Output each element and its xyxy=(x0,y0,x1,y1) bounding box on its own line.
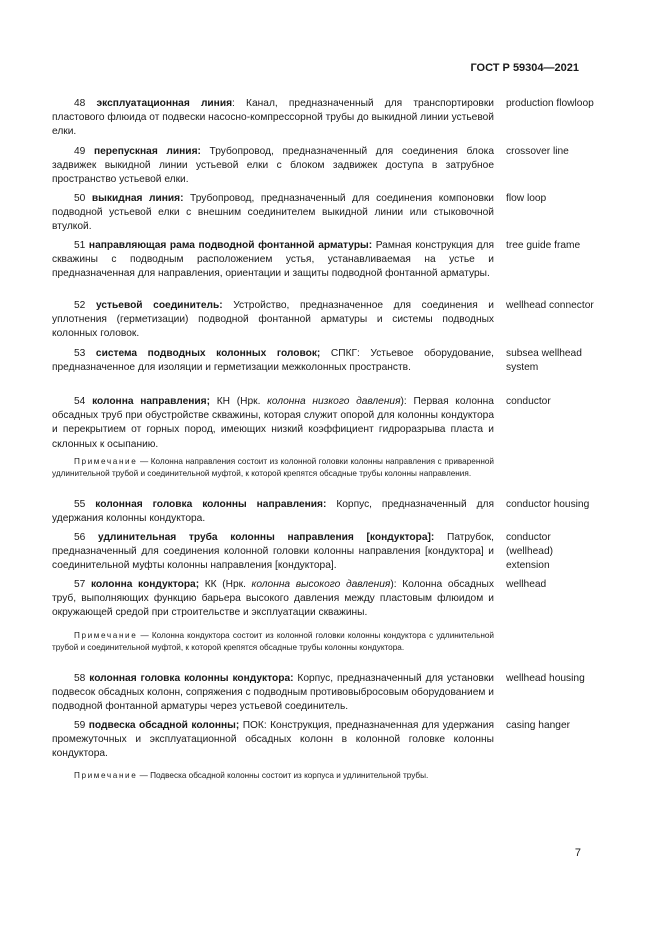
definition-text: 50 выкидная линия: Трубопровод, предназначенный для соединения компоновки подводной устьевой елки с внешним соединителем выкидной линии или стыковочной втулкой. xyxy=(52,193,494,233)
term-en: wellhead xyxy=(506,579,547,590)
definition-entry xyxy=(52,719,598,762)
definition-entry xyxy=(52,239,598,282)
term-en: subsea wellhead system xyxy=(506,348,582,374)
term-ru: перепускная линия: xyxy=(93,146,201,157)
definition-entry xyxy=(52,498,598,526)
term-ru: колонна направления; xyxy=(92,396,210,407)
note-label: Примечание xyxy=(74,631,138,640)
deprecated-term: колонна высокого давления xyxy=(251,579,391,590)
entry-number: 52 xyxy=(74,300,86,311)
term-en: conductor (wellhead) extension xyxy=(506,532,553,572)
definition-entry xyxy=(52,145,598,188)
definition-text: 53 система подводных колонных головок; СПКГ: Устьевое оборудование, предназначенное для изоляции и герметизации межколонных пространств. xyxy=(52,348,494,374)
term-en: tree guide frame xyxy=(506,240,581,251)
term-ru: устьевой соединитель: xyxy=(95,300,223,311)
entry-number: 59 xyxy=(74,720,86,731)
definition-text: 51 направляющая рама подводной фонтанной арматуры: Рамная конструкция для скважины с подводным расположением устья, устанавливаемая на устье и предназначенная для направления, ориентации и защиты подводной фонтанной арматуры. xyxy=(52,240,494,280)
entry-number: 54 xyxy=(74,396,86,407)
definition-text: 49 перепускная линия: Трубопровод, предназначенный для соединения блока задвижек выкидной линии устьевой елки с блоком задвижек доступа в затрубное пространство устьевой елки. xyxy=(52,146,494,186)
deprecated-term: колонна низкого давления xyxy=(267,396,401,407)
term-ru: направляющая рама подводной фонтанной арматуры: xyxy=(88,240,373,251)
term-ru: эксплуатационная линия xyxy=(96,98,233,109)
definition-text: 55 колонная головка колонны направления: Корпус, предназначенный для удержания колонны кондуктора. xyxy=(52,499,494,525)
term-en: wellhead connector xyxy=(506,300,594,311)
note: Примечание — Колонна кондуктора состоит из колонной головки колонны кондуктора с удлинительной трубой и соединительной муфтой, к которой крепятся обсадные трубы колонны кондуктора. xyxy=(52,631,494,652)
term-en: conductor housing xyxy=(506,499,590,510)
term-ru: колонна кондуктора; xyxy=(90,579,200,590)
definition-entry xyxy=(52,347,598,375)
term-ru: удлинительная труба колонны направления [кондуктора]: xyxy=(98,532,435,543)
entry-number: 49 xyxy=(74,146,86,157)
term-ru: выкидная линия: xyxy=(91,193,184,204)
definition-text: 57 колонна кондуктора; КК (Нрк. колонна высокого давления): Колонна обсадных труб, выполняющих функцию барьера высокого давления между пластовым флюидом и окружающей средой при строительстве и эксплуатации скважины. xyxy=(52,579,494,619)
definition-entry xyxy=(52,299,598,342)
definition-text: 58 колонная головка колонны кондуктора: Корпус, предназначенный для установки подвесок обсадных колонн, сопряжения с подводным противовыбросовым оборудованием и подводной фонтанной арматуры через устьевой соединитель. xyxy=(52,673,494,713)
definition-text: 59 подвеска обсадной колонны; ПОК: Конструкция, предназначенная для удержания промежуточных и эксплуатационной обсадных колонн в колонной головке колонны кондуктора. xyxy=(52,720,494,760)
entry-number: 55 xyxy=(74,499,86,510)
note: Примечание — Колонна направления состоит из колонной головки колонны направления с приваренной удлинительной трубой и соединительной муфтой, к которой крепятся обсадные трубы колонны направления. xyxy=(52,457,494,478)
entry-number: 56 xyxy=(74,532,86,543)
definition-entry xyxy=(52,531,598,574)
document-code: ГОСТ Р 59304—2021 xyxy=(470,62,579,74)
term-ru: колонная головка колонны кондуктора: xyxy=(89,673,294,684)
definition-text: 52 устьевой соединитель: Устройство, предназначенное для соединения и уплотнения (герметизации) подводной фонтанной арматуры и системы подводных колонных головок. xyxy=(52,300,494,340)
definition-text: 48 эксплуатационная линия: Канал, предназначенный для транспортировки пластового флюида от подвески насосно-компрессорной трубы до выкидной линии устьевой елки. xyxy=(52,98,494,138)
term-en: conductor xyxy=(506,396,551,407)
term-en: flow loop xyxy=(506,193,547,204)
entry-number: 58 xyxy=(74,673,86,684)
definition-text: 54 колонна направления; КН (Нрк. колонна низкого давления): Первая колонна обсадных труб при обустройстве скважины, которая служит опорой для колонны кондуктора и перекрытием от горных пород, имеющих низкий коэффициент гидроразрыва пласта и склонных к осыпанию. xyxy=(52,396,494,450)
entry-number: 53 xyxy=(74,348,86,359)
definition-entry xyxy=(52,578,598,621)
note-label: Примечание xyxy=(74,457,138,466)
page-number: 7 xyxy=(574,847,581,859)
entry-number: 50 xyxy=(74,193,86,204)
entry-number: 51 xyxy=(74,240,86,251)
term-en: wellhead housing xyxy=(506,673,585,684)
term-ru: колонная головка колонны направления: xyxy=(95,499,327,510)
definition-entry xyxy=(52,192,598,235)
definition-entry xyxy=(52,672,598,715)
definition-entry xyxy=(52,97,598,140)
term-ru: подвеска обсадной колонны; xyxy=(88,720,240,731)
term-en: casing hanger xyxy=(506,720,571,731)
definition-entry xyxy=(52,395,598,452)
definition-text: 56 удлинительная труба колонны направления [кондуктора]: Патрубок, предназначенный для соединения колонной головки колонны направления [кондуктора] и соединительной муфты колонны направления [кондуктора]. xyxy=(52,532,494,572)
term-en: production flowloop xyxy=(506,98,594,109)
entry-number: 57 xyxy=(74,579,86,590)
entry-number: 48 xyxy=(74,98,86,109)
note: Примечание — Подвеска обсадной колонны состоит из корпуса и удлинительной трубы. xyxy=(74,771,429,780)
term-en: crossover line xyxy=(506,146,569,157)
term-ru: система подводных колонных головок; xyxy=(95,348,321,359)
note-label: Примечание xyxy=(74,771,138,780)
